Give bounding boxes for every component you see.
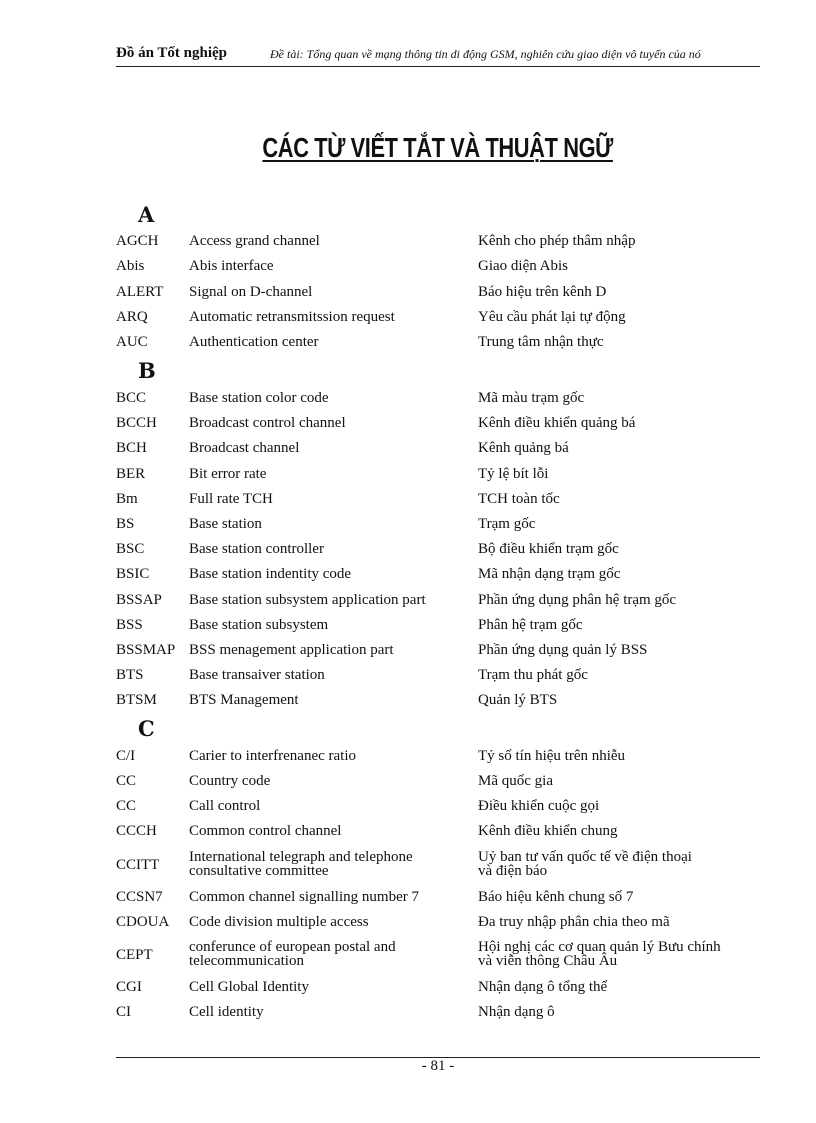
english-term: Country code <box>189 773 271 789</box>
english-term: Base station <box>189 516 262 532</box>
english-term: BTS Management <box>189 692 299 708</box>
abbr: ALERT <box>116 284 164 300</box>
vietnamese-term: Nhận dạng ô <box>478 1004 555 1020</box>
abbr: C/I <box>116 748 136 764</box>
vietnamese-term: Giao diện Abis <box>478 258 568 274</box>
abbr: BTSM <box>116 692 157 708</box>
abbr: BCCH <box>116 415 157 431</box>
vietnamese-term: Báo hiệu kênh chung số 7 <box>478 889 634 905</box>
english-term: Bit error rate <box>189 466 267 482</box>
english-term: Carier to interfrenanec ratio <box>189 748 356 764</box>
abbr: BCC <box>116 390 147 406</box>
vietnamese-term: Trạm thu phát gốc <box>478 667 588 683</box>
abbr: CCITT <box>116 857 160 873</box>
abbr: CGI <box>116 979 142 995</box>
english-term: Cell Global Identity <box>189 979 309 995</box>
vietnamese-term: Hội nghị các cơ quan quản lý Bưu chính và viễn thông Châu Âu <box>478 939 721 969</box>
abbr: BSIC <box>116 566 150 582</box>
vietnamese-term: Báo hiệu trên kênh D <box>478 284 607 300</box>
english-term: Abis interface <box>189 258 274 274</box>
vietnamese-term: Kênh cho phép thâm nhập <box>478 233 636 249</box>
abbr: CCCH <box>116 823 157 839</box>
vietnamese-term: Yêu cầu phát lại tự động <box>478 309 626 325</box>
page-header <box>116 44 760 67</box>
vietnamese-term: Phần ứng dụng phân hệ trạm gốc <box>478 592 677 608</box>
abbr: BTS <box>116 667 144 683</box>
abbr: CI <box>116 1004 131 1020</box>
vietnamese-term: Mã màu trạm gốc <box>478 390 585 406</box>
vietnamese-term: Uỷ ban tư vấn quốc tế về điện thoại và điện báo <box>478 849 692 879</box>
english-term: Broadcast channel <box>189 440 300 456</box>
abbr: Bm <box>116 491 138 507</box>
page-title: CÁC TỪ VIẾT TẮT VÀ THUẬT NGỮ <box>262 132 614 163</box>
section-letter-b: B <box>138 358 156 383</box>
abbr: BSC <box>116 541 145 557</box>
english-term: Access grand channel <box>189 233 320 249</box>
vietnamese-term: Quản lý BTS <box>478 692 558 708</box>
english-term: Call control <box>189 798 261 814</box>
vietnamese-term: Mã quốc gia <box>478 773 553 789</box>
vietnamese-term: Tỷ số tín hiệu trên nhiễu <box>478 748 626 764</box>
abbr: CCSN7 <box>116 889 163 905</box>
vietnamese-term: Trạm gốc <box>478 516 536 532</box>
abbr: CC <box>116 798 137 814</box>
english-term: Base station color code <box>189 390 329 406</box>
english-term: Authentication center <box>189 334 319 350</box>
english-term: Base station subsystem application part <box>189 592 426 608</box>
abbr: Abis <box>116 258 145 274</box>
abbr: BCH <box>116 440 147 456</box>
english-term: Base station indentity code <box>189 566 352 582</box>
english-term: Base station controller <box>189 541 324 557</box>
vietnamese-term: Kênh quảng bá <box>478 440 569 456</box>
vietnamese-term: Nhận dạng ô tổng thể <box>478 979 608 995</box>
english-term: Full rate TCH <box>189 491 273 507</box>
vietnamese-term: Phần ứng dụng quản lý BSS <box>478 642 648 658</box>
vietnamese-term: Mã nhận dạng trạm gốc <box>478 566 621 582</box>
english-term: International telegraph and telephone consultative committee <box>189 849 413 879</box>
section-letter-c: C <box>138 716 155 741</box>
english-term: conferunce of european postal and telecommunication <box>189 939 396 969</box>
english-term: Automatic retransmitssion request <box>189 309 395 325</box>
vietnamese-term: Đa truy nhập phân chia theo mã <box>478 914 670 930</box>
english-term: BSS menagement application part <box>189 642 394 658</box>
abbr: BSSAP <box>116 592 162 608</box>
english-term: Common control channel <box>189 823 342 839</box>
vietnamese-term: TCH toàn tốc <box>478 491 560 507</box>
vietnamese-term: Kênh điều khiển chung <box>478 823 618 839</box>
english-term: Broadcast control channel <box>189 415 346 431</box>
english-term: Base transaiver station <box>189 667 325 683</box>
vietnamese-term: Kênh điều khiển quảng bá <box>478 415 636 431</box>
english-term: Common channel signalling number 7 <box>189 889 419 905</box>
vietnamese-term: Phân hệ trạm gốc <box>478 617 583 633</box>
abbr: ARQ <box>116 309 148 325</box>
abbr: BSSMAP <box>116 642 176 658</box>
vietnamese-term: Bộ điều khiển trạm gốc <box>478 541 619 557</box>
header-left: Đồ án Tốt nghiệp <box>116 45 228 61</box>
abbr: CEPT <box>116 947 153 963</box>
english-term: Signal on D-channel <box>189 284 313 300</box>
abbr: CC <box>116 773 137 789</box>
vietnamese-term: Tỷ lệ bít lỗi <box>478 466 549 482</box>
abbr: BER <box>116 466 146 482</box>
page-number: - 81 - <box>421 1058 455 1074</box>
english-term: Cell identity <box>189 1004 264 1020</box>
section-letter-a: A <box>138 202 155 227</box>
vietnamese-term: Điều khiển cuộc gọi <box>478 798 600 814</box>
vietnamese-term: Trung tâm nhận thực <box>478 334 604 350</box>
header-right: Đề tài: Tổng quan về mạng thông tin di động GSM, nghiên cứu giao diện vô tuyến của nó <box>270 47 701 61</box>
abbr: CDOUA <box>116 914 170 930</box>
english-term: Base station subsystem <box>189 617 329 633</box>
abbr: AUC <box>116 334 148 350</box>
abbr: BS <box>116 516 135 532</box>
abbr: BSS <box>116 617 143 633</box>
abbr: AGCH <box>116 233 159 249</box>
english-term: Code division multiple access <box>189 914 369 930</box>
